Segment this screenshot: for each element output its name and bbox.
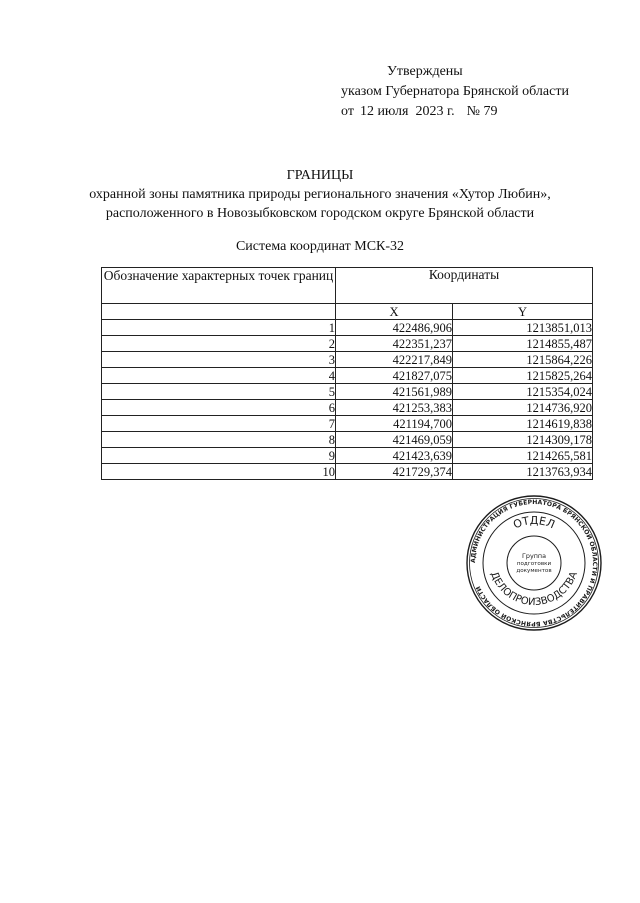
table-row <box>102 432 593 448</box>
stamp-center-line1: Группа <box>521 552 547 560</box>
x-coordinate-cell: 421194,700 <box>336 416 453 432</box>
y-coordinate-cell: 1214736,920 <box>453 400 593 416</box>
point-number-cell: 10 <box>102 464 336 480</box>
y-coordinate-cell: 1214265,581 <box>453 448 593 464</box>
approval-heading: Утверждены <box>387 64 463 79</box>
point-number-cell: 9 <box>102 448 336 464</box>
table-row <box>102 336 593 352</box>
x-coordinate-cell: 421561,989 <box>336 384 453 400</box>
x-coordinate-cell: 421253,383 <box>336 400 453 416</box>
approval-decree: указом Губернатора Брянской области <box>341 84 569 99</box>
x-coordinate-cell: 421827,075 <box>336 368 453 384</box>
table-row <box>102 448 593 464</box>
approval-number: № 79 <box>466 104 498 119</box>
y-coordinate-cell: 1214309,178 <box>453 432 593 448</box>
x-coordinate-cell: 422486,906 <box>336 320 453 336</box>
table-row <box>102 368 593 384</box>
document-subtitle-line2: расположенного в Новозыбковском городском округе Брянской области <box>105 206 535 221</box>
table-row <box>102 320 593 336</box>
date-prefix: от <box>341 104 354 119</box>
table-row <box>102 352 593 368</box>
approval-date: 12 июля 2023 г. <box>359 104 455 119</box>
table-body <box>102 320 593 480</box>
stamp-center-line3: документов <box>516 568 552 574</box>
coordinates-table <box>101 267 593 480</box>
stamp-outer-text: АДМИНИСТРАЦИЯ ГУБЕРНАТОРА БРЯНСКОЙ ОБЛАСТИ И ПРАВИТЕЛЬСТВА БРЯНСКОЙ ОБЛАСТИ <box>469 498 599 628</box>
point-number-cell: 7 <box>102 416 336 432</box>
point-number-cell: 5 <box>102 384 336 400</box>
header-coordinates: Координаты <box>336 268 593 304</box>
y-coordinate-cell: 1215864,226 <box>453 352 593 368</box>
y-coordinate-cell: 1214855,487 <box>453 336 593 352</box>
header-x: X <box>336 304 453 320</box>
approval-block <box>341 62 569 122</box>
header-blank-cell <box>102 304 336 320</box>
point-number-cell: 2 <box>102 336 336 352</box>
stamp-arc-top-text: ОТДЕЛ <box>511 513 557 532</box>
stamp-arc-bottom-text: ДЕЛОПРОИЗВОДСТВА <box>488 570 580 609</box>
point-number-cell: 6 <box>102 400 336 416</box>
x-coordinate-cell: 421729,374 <box>336 464 453 480</box>
table-row <box>102 384 593 400</box>
document-subtitle-line1: охранной зоны памятника природы регионального значения «Хутор Любин», <box>89 187 551 202</box>
x-coordinate-cell: 422217,849 <box>336 352 453 368</box>
x-coordinate-cell: 422351,237 <box>336 336 453 352</box>
y-coordinate-cell: 1215354,024 <box>453 384 593 400</box>
seal-stamp <box>465 494 603 632</box>
y-coordinate-cell: 1213763,934 <box>453 464 593 480</box>
table-row <box>102 416 593 432</box>
x-coordinate-cell: 421469,059 <box>336 432 453 448</box>
table-header-row <box>102 268 593 304</box>
stamp-center-line2: подготовки <box>516 561 552 567</box>
header-points: Обозначение характерных точек границ <box>102 268 336 304</box>
y-coordinate-cell: 1214619,838 <box>453 416 593 432</box>
point-number-cell: 3 <box>102 352 336 368</box>
table-subheader-row <box>102 304 593 320</box>
y-coordinate-cell: 1213851,013 <box>453 320 593 336</box>
document-title: ГРАНИЦЫ <box>286 168 354 183</box>
point-number-cell: 1 <box>102 320 336 336</box>
header-y: Y <box>453 304 593 320</box>
table-row <box>102 400 593 416</box>
point-number-cell: 8 <box>102 432 336 448</box>
point-number-cell: 4 <box>102 368 336 384</box>
x-coordinate-cell: 421423,639 <box>336 448 453 464</box>
y-coordinate-cell: 1215825,264 <box>453 368 593 384</box>
coordinate-system-label: Система координат МСК-32 <box>235 239 405 254</box>
approval-date-line <box>341 102 569 122</box>
table-row <box>102 464 593 480</box>
